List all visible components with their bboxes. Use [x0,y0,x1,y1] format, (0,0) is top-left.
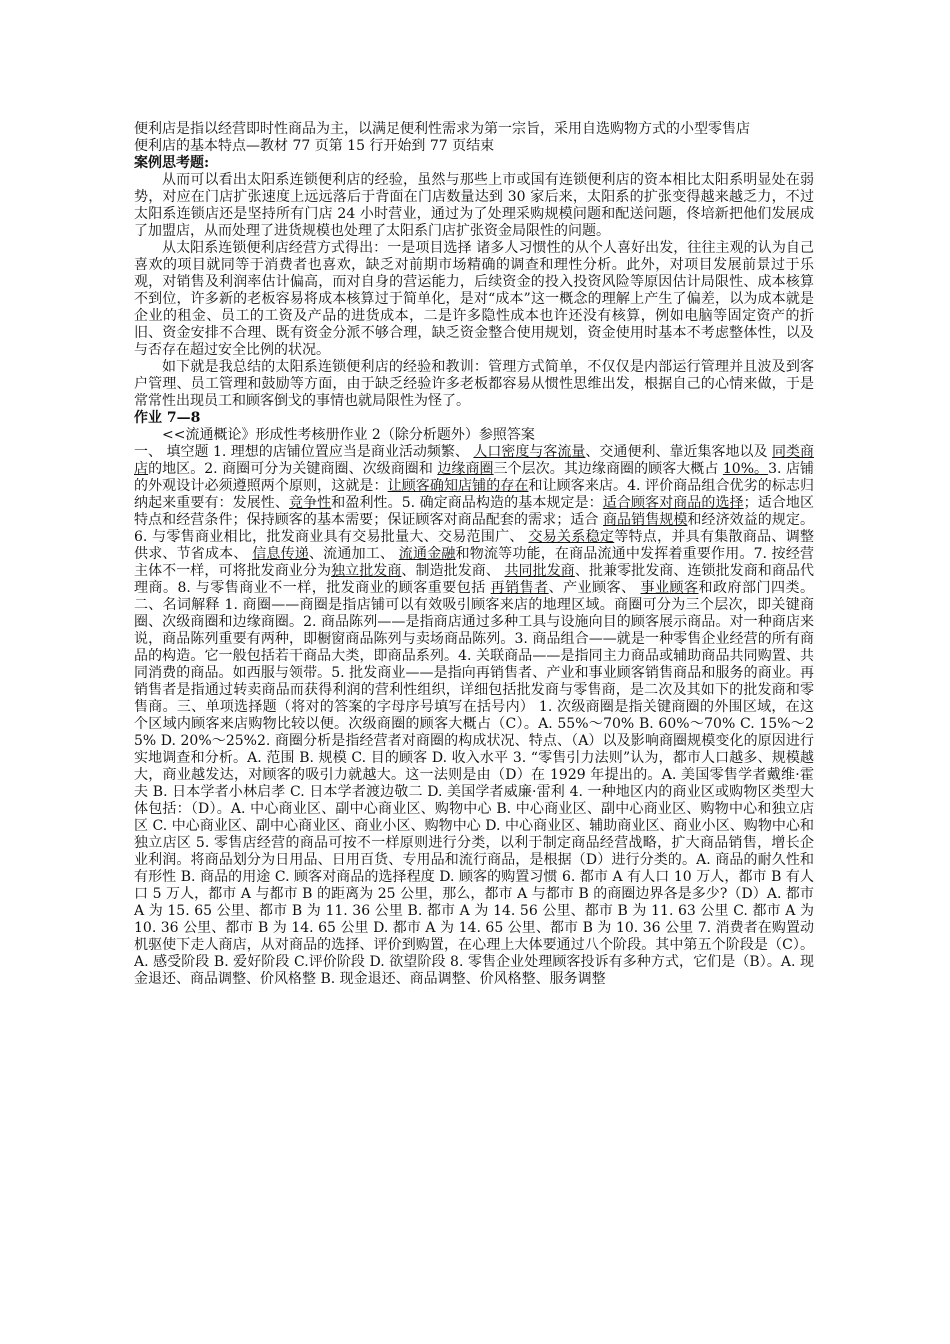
answer-blank: 让顾客确知店铺的存在 [387,478,529,494]
answer-blank: 人口密度与客流量 [473,444,586,460]
case-paragraph-1: 从而可以看出太阳系连锁便利店的经验，虽然与那些上市或国有连锁便利店的资本相比太阳系明显处在弱势，对应在门店扩张速度上远远落后于背面在门店数量达到 30 家后来，太阳系的扩张变得越来越乏力，不过太阳系连锁店还是坚持所有门店 24 小时营业，通过为了处理采购规模问题和配送问题，佟培新把他们发展成了加盟店，从而处理了进货规模也处理了太阳系门店扩张资金局限性的问题。 [134,172,814,239]
answer-blank: 信息传递 [252,546,309,562]
answer-blank: 交易关系稳定 [528,529,615,545]
answer-blank: 流通金融 [398,546,456,562]
homework-heading: 作业 7—8 [134,410,201,426]
answer-blank: 事业顾客 [640,580,699,596]
convenience-store-definition: 便利店是指以经营即时性商品为主，以满足便利性需求为第一宗旨，采用自选购物方式的小型零售店 [134,121,750,137]
answer-blank: 适合顾客对商品的选择 [602,495,744,511]
answer-body: 一、 填空题 1. 理想的店铺位置应当是商业活动频繁、 人口密度与客流量、交通便利、靠近集客地以及 同类商店的地区。2. 商圈可分为关键商圈、次级商圈和 边缘商圈三个层次。其边缘商圈的顾客大概占 10%。3. 店铺的外观设计必须遵照两个原则，这就是：让顾客确知店铺的存在和让顾客来店。4. 评价商品组合优劣的标志归纳起来重要有：发展性、竞争性和盈利性。5. 确定商品构造的基本规定是：适合顾客对商品的选择；适合地区特点和经营条件；保持顾客的基本需要；保证顾客对商品配套的需求；适合 商品销售规模和经济效益的规定。6. 与零售商业相比，批发商业具有交易批量大、交易范围广、 交易关系稳定等特点，并具有集散商品、调整供求、节省成本、 信息传递、流通加工、 流通金融和物流等功能，在商品流通中发挥着重要作用。7. 按经营主体不一样，可将批发商业分为独立批发商、制造批发商、 共同批发商、批兼零批发商、连锁批发商和商品代理商。8. 与零售商业不一样，批发商业的顾客重要包括 再销售者、产业顾客、 事业顾客和政府部门四类。二、名词解释 1. 商圈——商圈是指店铺可以有效吸引顾客来店的地理区域。商圈可分为三个层次，即关键商圈、次级商圈和边缘商圈。2. 商品陈列——是指商店通过多种工具与设施向目的顾客展示商品。对一种商店来说，商品陈列重要有两种，即橱窗商品陈列与卖场商品陈列。3. 商品组合——就是一种零售企业经营的所有商品的构造。它一般包括若干商品大类，即商品系列。4. 关联商品——是指同主力商品或辅助商品共同购置、共同消费的商品。如西服与领带。5. 批发商业——是指向再销售者、产业和事业顾客销售商品和服务的商业。再销售者是指通过转卖商品而获得利润的营利性组织，详细包括批发商与零售商，是二次及其如下的批发商和零售商。三、单项选择题（将对的答案的字母序号填写在括号内） 1. 次级商圈是指关键商圈的外围区域，在这个区域内顾客来店购物比较以便。次级商圈的顾客大概占（C）。A. 55%～70% B. 60%～70% C. 15%～25% D. 20%～25%2. 商圈分析是指经营者对商圈的构成状况、特点、（A）以及影响商圈规模变化的原因进行实地调查和分析。A. 范围 B. 规模 C. 目的顾客 D. 收入水平 3. “零售引力法则”认为，都市人口越多、规模越大，商业越发达，对顾客的吸引力就越大。这一法则是由（D）在 1929 年提出的。A. 美国零售学者戴维·霍夫 B. 日本学者小林启孝 C. 日本学者渡边敬二 D. 美国学者威廉·雷利 4. 一种地区内的商业区或购物区类型大体包括：（D）。A. 中心商业区、副中心商业区、购物中心 B. 中心商业区、副中心商业区、购物中心和独立店区 C. 中心商业区、副中心商业区、商业小区、购物中心 D. 中心商业区、辅助商业区、商业小区、购物中心和独立店区 5. 零售店经营的商品可按不一样原则进行分类，以利于制定商品经营战略，扩大商品销售，增长企业利润。将商品划分为日用品、日用百货、专用品和流行商品，是根据（D）进行分类的。A. 商品的耐久性和有形性 B. 商品的用途 C. 顾客对商品的选择程度 D. 顾客的购置习惯 6. 都市 A 有人口 10 万人，都市 B 有人口 5 万人，都市 A 与都市 B 的距离为 25 公里，那么，都市 A 与都市 B 的商圈边界各是多少?（D）A. 都市 A 为 15. 65 公里、都市 B 为 11. 36 公里 B. 都市 A 为 14. 56 公里、都市 B 为 11. 63 公里 C. 都市 A 为 10. 36 公里、都市 B 为 14. 65 公里 D. 都市 A 为 14. 65 公里、都市 B 为 10. 36 公里 7. 消费者在购置动机驱使下走人商店，从对商品的选择、评价到购置，在心理上大体要通过八个阶段。其中第五个阶段是（C）。A. 感受阶段 B. 爱好阶段 C.评价阶段 D. 欲望阶段 8. 零售企业处理顾客投诉有多种方式，它们是（B）。A. 现金退还、商品调整、价风格整 B. 现金退还、商品调整、价风格整、服务调整 [134,444,815,987]
answer-blank: 10%。 [722,461,769,477]
answer-blank: 共同批发商 [504,563,575,579]
answer-blank: 边缘商圈 [437,461,494,477]
homework-title: <<流通概论》形成性考核册作业 2（除分析题外）参照答案 [162,427,535,443]
case-paragraph-2: 从太阳系连锁便利店经营方式得出：一是项目选择 诸多人习惯性的从个人喜好出发，往往主观的认为自己喜欢的项目就同等于消费者也喜欢，缺乏对前期市场精确的调查和理性分析。此外，对项目发展前景过于乐观，对销售及利润率估计偏高，而对自身的营运能力，后续资金的投入投资风险等原因估计局限性、成本核算不到位，许多新的老板容易将成本核算过于简单化，是对“成本”这一概念的理解上产生了偏差，以为成本就是企业的租金、员工的工资及产品的进货成本，二是许多隐性成本也许还没有核算，例如电脑等固定资产的折旧、资金安排不合理、既有资金分派不够合理，缺乏资金整合使用规划，资金使用时基本不考虑整体性，以及与否存在超过安全比例的状况。 [134,240,814,358]
answer-blank: 再销售者 [490,580,549,596]
answer-blank: 独立批发商 [331,563,402,579]
case-paragraph-3: 如下就是我总结的太阳系连锁便利店的经验和教训：管理方式简单，不仅仅是内部运行管理并且波及到客户管理、员工管理和鼓励等方面，由于缺乏经验许多老板都容易从惯性思维出发，根据自己的心情来做，于是常常性出现员工和顾客倒戈的事情也就局限性为怪了。 [134,359,814,409]
features-reference: 便利店的基本特点—教材 77 页第 15 行开始到 77 页结束 [134,138,495,154]
answer-blank: 商品销售规模 [602,512,688,528]
document-page [134,121,814,988]
answer-blank: 竞争性 [288,495,332,511]
answer-blank: 同类商店 [134,444,814,477]
case-heading: 案例思考题: [134,155,210,171]
